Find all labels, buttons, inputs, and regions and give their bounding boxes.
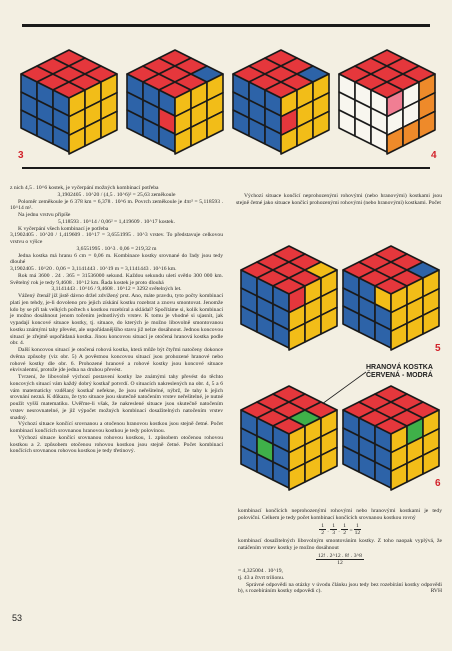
equation: 3,1141443 . 10^16 / 9,4608 . 10^12 = 3292 světelných let. [51, 286, 182, 293]
right-text-bottom [238, 508, 442, 595]
answer-text: Správné odpovědi na otázky v úvodu článku jsou tedy bez rozebírání kostky odpovědi b), s rozebíráním kostky odpovědi c). [238, 581, 442, 595]
paragraph: kombinací končících neprohozenými rohovými nebo hranovými kostkami je tedy poloviční. Celkem je tedy počet kombinací končících srovnanou kostkou rovný [238, 508, 442, 521]
callout-line-1: HRANOVÁ KOSTKA [366, 364, 433, 371]
cube-figure-5a [238, 244, 340, 352]
fraction-numerator: 1 [356, 522, 359, 529]
callout-line-2: ČERVENÁ - MODRÁ [366, 372, 433, 379]
cube-figure-3a [18, 48, 120, 156]
fraction-equation-2 [238, 553, 442, 568]
fraction-numerator: 12! . 2^12 . 8! . 3^8 [318, 552, 362, 559]
top-rule [22, 24, 430, 27]
paragraph: Další koncovou situací je otočená rohová kostka, která může být čtyřmi natočeny dokonce dvěma způsoby (viz obr. 5) A pověstnou koncovou situací jsou prohozené hranové nebo rohové kostky dle obr. 6. Prohozené hranové a rohové kostky jsou koncové situace ekvivalentní, protože jde jedna na druhou převést. [10, 347, 223, 374]
signature: RVH [430, 588, 442, 595]
cube-figure-6a [238, 384, 340, 492]
page-number: 53 [12, 613, 23, 623]
figure-number-4: 4 [431, 150, 437, 161]
equals-sign: = [349, 527, 353, 534]
cube-figure-5b [340, 244, 442, 352]
figure-number-6: 6 [435, 478, 441, 489]
left-text-column [10, 185, 223, 455]
cube-figure-3c [230, 48, 332, 156]
figure-number-5: 5 [435, 343, 441, 354]
fraction-denominator: 2 [321, 530, 324, 537]
cube-figure-4 [336, 48, 438, 156]
right-text-top [236, 193, 442, 207]
equation: = 4,325004 . 10^19, [238, 568, 283, 574]
paragraph: kombinací dosažitelných libovolným smontováním kostky. Z toho naopak vyplývá, že natáčením vrstev kostky je možno dosáhnout [238, 538, 442, 551]
fraction-equation-1: $\frac{1}{2}$ . $\frac{1}{3}$ . $\frac{1}{2}$ = $\frac{1}{12}$ [321, 522, 361, 537]
paragraph: Jedna kostka má hranu 6 cm = 0,06 m. Kombinace kostky srovnané do řady jsou tedy dlouhé [10, 252, 223, 266]
figure-6-callout [366, 364, 433, 380]
fraction-denominator: 3 [332, 530, 336, 537]
equation: 3,1902405 . 10^20 / (4,5 . 10^6)² = 25,63 zeměkoule [57, 191, 176, 198]
paragraph [238, 582, 442, 596]
equation: 3,1902405 . 10^20 . 0,06 = 3,1141443 . 10^19 m = 3,1141443 . 10^16 km. [10, 266, 177, 272]
paragraph: Tvrzení, že libovolně výchozí postavení kostky lze známými tahy převést do těchto koncových situací vám každý dobrý kostkař potvrdí. O situacích nakreslených na obr. 4, 5 a 6 vám matematicky vzdělaný kostkař nefekne, že jsou neřešitelné, nýbrž, že tahy k jejich srovnání nezná. K důkazu, že tyto situace jsou skutečně natočením vrstev neřešitelné, je nutné použít vyšší matematiku. Uvěřme-li však, že nakreslené situace jsou skutečně natočením vrstev nesrovnatelné, je již výpočet možných kombinací dosažitelných natočením vrstev snadný. [10, 374, 223, 421]
paragraph: tj. 43 a čtvrt trilionu. [238, 574, 285, 581]
paragraph: Výchozí situace končící neprohozenými rohovými (nebo hranovými) kostkami jsou stejně četné jako situace končící prohozenými rohovými (nebo hranovými) kostkami. Počet [236, 193, 442, 206]
paragraph: Poloměr zeměkoule je 6 378 km = 6,378 . 10^6 m. Povrch zeměkoule je 4πr² = 5,118593 . 10^14 m². [10, 198, 223, 212]
cube-figure-6b [340, 384, 442, 492]
fraction-numerator: 1 [343, 522, 347, 529]
cube-figure-3b [124, 48, 226, 156]
fraction-numerator: 1 [321, 522, 324, 529]
paragraph: Vážený čtenář jíž jistě dávno držel zdvižený prst. Ano, máte pravdu, tyto počty kombinací platí jen tehdy, je-li dovoleno pro jejich získání kostku rozebrat a znovu smontovat. Jenomže kdo by se při tak velkých počtech s kostkou rozebíral a skládal? Spočítáme si, kolik kombinací je možno dosáhnout jenom točením jednotlivých vrstev. K tomu je vhodné si ujasnit, jak vypadají koncové situace kostky, tj. situace, do kterých je možno libovolně smontovanou kostku známými tahy převést, ale uspořádanějšího stavu již nelze dosáhnout. Jednou koncovou situací je zřejmě uspořádaná kostka. Jinou koncovou situací je otočená hranová kostka podle obr. 4. [10, 293, 223, 347]
fraction-numerator: 1 [332, 522, 336, 529]
fraction-denominator: 12 [337, 560, 343, 567]
paragraph: Výchozí situace končící srovnanou rohovou kostkou, 1. způsobem otočenou rohovou kostkou a 2. způsobem otočenou rohovou kostkou jsou stejně četné. Počet kombinací končících srovnanou rohovou kostkou je tedy třetinový. [10, 434, 223, 455]
equation: 3,6551995 . 10^3 . 0,06 = 219,32 m [76, 245, 157, 252]
figure-number-3: 3 [18, 150, 24, 161]
paragraph: Rok má 3600 . 24 . 365 = 31536000 sekund. Každou sekundu uletí světlo 300 000 km. Světelný rok je tedy 9,4608 . 10^12 km. Řada kostek je proto dlouhá [10, 272, 223, 286]
paragraph: 3,1902405 . 10^20 / 1,419609 . 10^17 = 3,6551995 . 10^3 vrstev. To představuje celkovou vrstvu o výšce [10, 232, 223, 245]
paragraph: Výchozí situace končící srovnanou a otočenou hranovou kostkou jsou stejně četné. Počet kombinací končících srovnanou hranovou kostkou je tedy polovinou. [10, 421, 223, 434]
paragraph: Na jednu vrstvu připíše [18, 212, 71, 218]
paragraph: K vyčerpání všech kombinací je potřeba [18, 225, 109, 232]
middle-rule [22, 167, 430, 169]
equation: 5,118593 . 10^14 / 0,06² = 1,419609 . 10^17 kostek. [58, 218, 175, 225]
fraction-denominator: 2 [343, 530, 347, 537]
fraction-denominator: 12 [354, 530, 361, 537]
paragraph: z nich 4,5 . 10^6 kostek, je vyčerpání možných kombinací potřeba [10, 185, 159, 191]
